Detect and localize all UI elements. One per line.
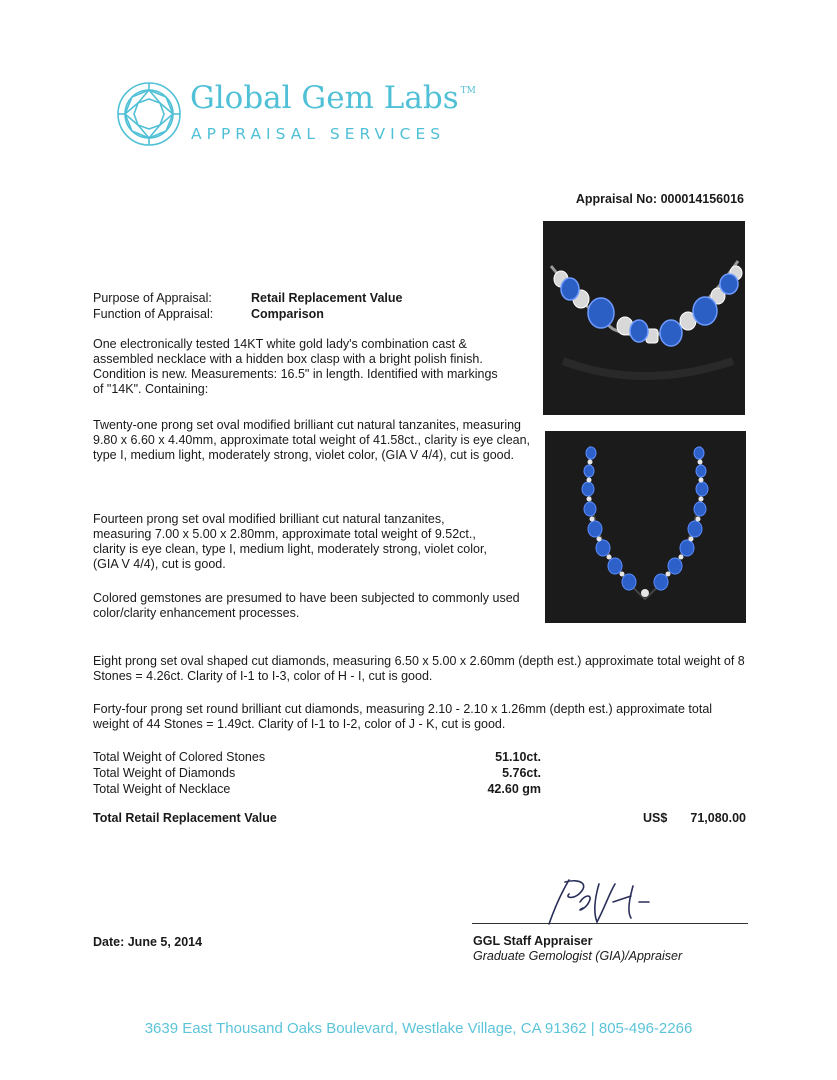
totals-table (93, 749, 541, 797)
item-description: One electronically tested 14KT white gold lady's combination cast & assembled necklace with a hidden box clasp with a bright polish finish. Condition is new. Measurements: 16.5" in length. Identified with markings of "14K". Containing: (93, 337, 498, 396)
tanzanite-large-description: Twenty-one prong set oval modified brilliant cut natural tanzanites, measuring 9.80 x 6.60 x 4.40mm, approximate total weight of 41.58ct., clarity is eye clean, type I, medium light, moderately strong, violet color, (GIA V 4/4), cut is good. (93, 418, 531, 462)
appraisal-number: Appraisal No: 000014156016 (575, 192, 744, 206)
retail-amount: 71,080.00 (690, 811, 746, 825)
brand-subtitle: APPRAISAL SERVICES (191, 125, 446, 143)
retail-currency: US$ (643, 811, 668, 825)
purpose-value: Retail Replacement Value (251, 291, 403, 305)
function-label: Function of Appraisal: (93, 307, 214, 321)
footer-address: 3639 East Thousand Oaks Boulevard, Westlake Village, CA 91362 | 805-496-2266 (144, 1020, 693, 1037)
necklace-full-photo (545, 431, 746, 623)
trademark-mark: TM (460, 86, 476, 96)
signature-line (472, 923, 748, 924)
total-row-colored-stones: Total Weight of Colored Stones 51.10ct. (93, 750, 541, 764)
enhancement-notice: Colored gemstones are presumed to have been subjected to commonly used color/clarity enhancement processes. (93, 591, 520, 620)
purpose-label: Purpose of Appraisal: (93, 291, 212, 305)
purpose-row (93, 291, 402, 306)
appraiser-title: GGL Staff Appraiser (473, 934, 593, 948)
total-row-diamonds: Total Weight of Diamonds 5.76ct. (93, 766, 541, 780)
round-diamond-description: Forty-four prong set round brilliant cut diamonds, measuring 2.10 - 2.10 x 1.26mm (depth est.) approximate total weight of 44 Stones = 1.49ct. Clarity of I-1 to I-2, color of J - K, cut is good. (93, 702, 713, 731)
necklace-closeup-photo (543, 221, 745, 415)
total-row-necklace: Total Weight of Necklace 42.60 gm (93, 782, 541, 796)
appraiser-signature (535, 872, 655, 930)
retail-value-label: Total Retail Replacement Value (93, 811, 277, 825)
gem-logo-icon (116, 81, 182, 147)
appraiser-credential: Graduate Gemologist (GIA)/Appraiser (473, 949, 683, 963)
function-row (93, 307, 324, 322)
appraisal-date: Date: June 5, 2014 (93, 935, 203, 949)
tanzanite-small-description: Fourteen prong set oval modified brilliant cut natural tanzanites, measuring 7.00 x 5.00 x 2.80mm, approximate total weight of 9.52ct., clarity is eye clean, type I, medium light, moderately strong, violet color, (GIA V 4/4), cut is good. (93, 512, 487, 571)
function-value: Comparison (251, 307, 324, 321)
oval-diamond-description: Eight prong set oval shaped cut diamonds, measuring 6.50 x 5.00 x 2.60mm (depth est.) approximate total weight of 8 Stones = 4.26ct. Clarity of I-1 to I-3, color of H - I, cut is good. (93, 654, 745, 683)
brand-name: Global Gem Labs ™ (190, 80, 476, 116)
